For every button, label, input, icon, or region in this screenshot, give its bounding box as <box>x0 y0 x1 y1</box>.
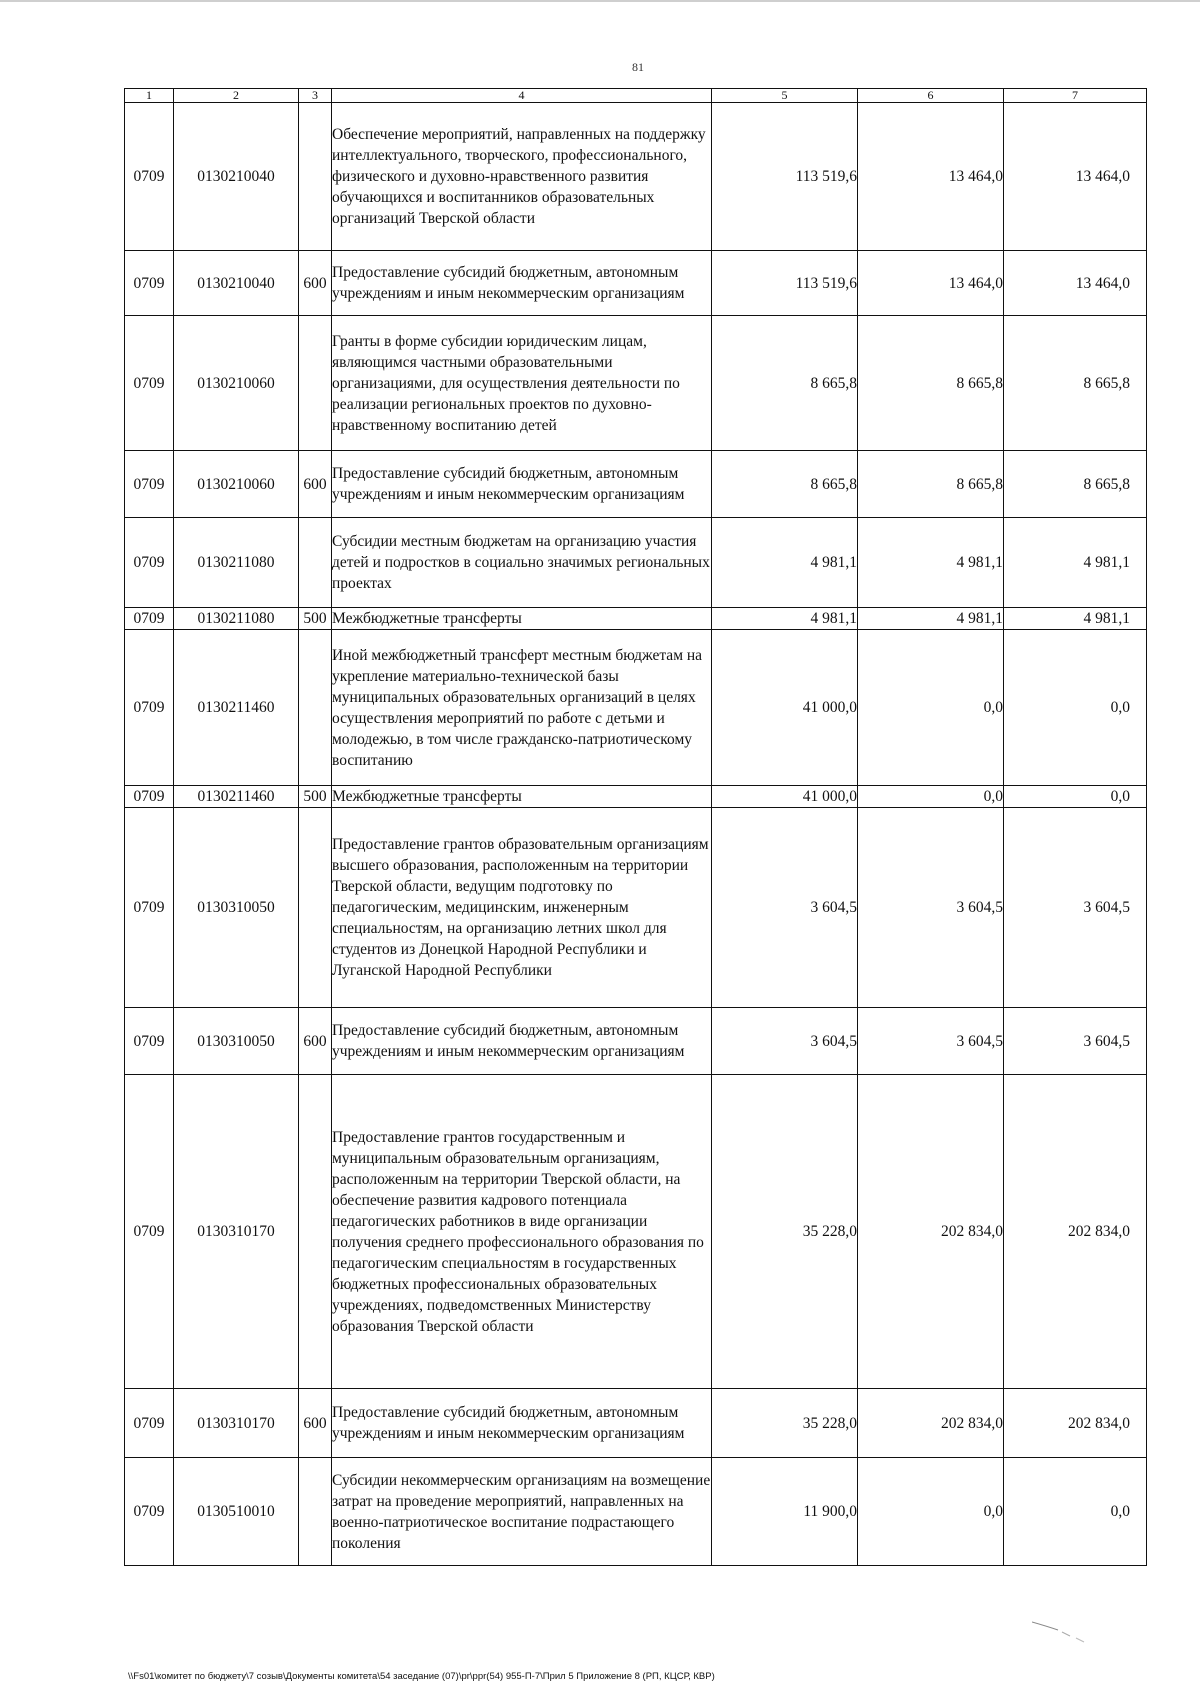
table-row <box>125 316 1147 451</box>
amount-col6-cell: 0,0 <box>858 786 1004 808</box>
description-cell: Предоставление грантов государственным и муниципальным образовательным организациям, расположенным на территории Тверской области, на обеспечение развития кадрового потенциала педагогических работников в виде организации получения среднего профессионального образования по педагогическим специальностям в государственных бюджетных профессиональных образовательных учреждениях, подведомственных Министерству образования Тверской области <box>332 1075 712 1389</box>
table-row <box>125 1075 1147 1389</box>
column-header-7: 7 <box>1004 89 1147 103</box>
column-header-1: 1 <box>125 89 174 103</box>
table-row <box>125 251 1147 316</box>
amount-col7-cell: 0,0 <box>1004 786 1147 808</box>
description-cell: Предоставление субсидий бюджетным, автономным учреждениям и иным некоммерческим организациям <box>332 451 712 518</box>
amount-col7-cell: 8 665,8 <box>1004 316 1147 451</box>
amount-col6-cell: 202 834,0 <box>858 1075 1004 1389</box>
amount-col7-cell: 0,0 <box>1004 630 1147 786</box>
amount-col6-cell: 0,0 <box>858 1458 1004 1566</box>
target-code-cell: 0130211080 <box>174 518 299 608</box>
table-header-row <box>125 89 1147 103</box>
section-cell: 0709 <box>125 608 174 630</box>
target-code-cell: 0130310050 <box>174 808 299 1008</box>
section-cell: 0709 <box>125 451 174 518</box>
section-cell: 0709 <box>125 808 174 1008</box>
expense-type-cell <box>299 1458 332 1566</box>
target-code-cell: 0130310050 <box>174 1008 299 1075</box>
expense-type-cell: 600 <box>299 1389 332 1458</box>
column-header-6: 6 <box>858 89 1004 103</box>
table-row <box>125 518 1147 608</box>
amount-col5-cell: 3 604,5 <box>712 808 858 1008</box>
amount-col7-cell: 202 834,0 <box>1004 1075 1147 1389</box>
description-cell: Иной межбюджетный трансферт местным бюджетам на укрепление материально-технической базы муниципальных образовательных организаций в целях осуществления мероприятий по работе с детьми и молодежью, в том числе гражданско-патриотическому воспитанию <box>332 630 712 786</box>
amount-col7-cell: 3 604,5 <box>1004 1008 1147 1075</box>
amount-col5-cell: 8 665,8 <box>712 451 858 518</box>
section-cell: 0709 <box>125 1389 174 1458</box>
page-number: 81 <box>632 60 644 74</box>
amount-col5-cell: 113 519,6 <box>712 103 858 251</box>
table-row <box>125 1008 1147 1075</box>
amount-col7-cell: 202 834,0 <box>1004 1389 1147 1458</box>
target-code-cell: 0130310170 <box>174 1075 299 1389</box>
table-row <box>125 786 1147 808</box>
target-code-cell: 0130310170 <box>174 1389 299 1458</box>
section-cell: 0709 <box>125 1458 174 1566</box>
description-cell: Субсидии местным бюджетам на организацию участия детей и подростков в социально значимых региональных проектах <box>332 518 712 608</box>
target-code-cell: 0130210040 <box>174 103 299 251</box>
budget-table <box>124 88 1147 1566</box>
table-row <box>125 608 1147 630</box>
amount-col5-cell: 8 665,8 <box>712 316 858 451</box>
target-code-cell: 0130510010 <box>174 1458 299 1566</box>
amount-col5-cell: 4 981,1 <box>712 518 858 608</box>
expense-type-cell: 500 <box>299 608 332 630</box>
amount-col6-cell: 3 604,5 <box>858 808 1004 1008</box>
amount-col5-cell: 35 228,0 <box>712 1075 858 1389</box>
amount-col6-cell: 13 464,0 <box>858 251 1004 316</box>
expense-type-cell <box>299 518 332 608</box>
amount-col5-cell: 4 981,1 <box>712 608 858 630</box>
amount-col6-cell: 8 665,8 <box>858 451 1004 518</box>
description-cell: Обеспечение мероприятий, направленных на поддержку интеллектуального, творческого, профессионального, физического и духовно-нравственного развития обучающихся и воспитанников образовательных организаций Тверской области <box>332 103 712 251</box>
description-cell: Гранты в форме субсидии юридическим лицам, являющимся частными образовательными организациями, для осуществления деятельности по реализации региональных проектов по духовно-нравственному воспитанию детей <box>332 316 712 451</box>
table-row <box>125 103 1147 251</box>
amount-col7-cell: 0,0 <box>1004 1458 1147 1566</box>
column-header-2: 2 <box>174 89 299 103</box>
expense-type-cell: 600 <box>299 451 332 518</box>
section-cell: 0709 <box>125 316 174 451</box>
table-row <box>125 1458 1147 1566</box>
expense-type-cell: 600 <box>299 251 332 316</box>
table-row <box>125 808 1147 1008</box>
section-cell: 0709 <box>125 251 174 316</box>
target-code-cell: 0130210040 <box>174 251 299 316</box>
column-header-5: 5 <box>712 89 858 103</box>
table-row <box>125 451 1147 518</box>
section-cell: 0709 <box>125 1008 174 1075</box>
description-cell: Предоставление субсидий бюджетным, автономным учреждениям и иным некоммерческим организациям <box>332 251 712 316</box>
expense-type-cell: 500 <box>299 786 332 808</box>
amount-col5-cell: 35 228,0 <box>712 1389 858 1458</box>
description-cell: Предоставление субсидий бюджетным, автономным учреждениям и иным некоммерческим организациям <box>332 1389 712 1458</box>
description-cell: Предоставление субсидий бюджетным, автономным учреждениям и иным некоммерческим организациям <box>332 1008 712 1075</box>
expense-type-cell <box>299 1075 332 1389</box>
amount-col7-cell: 13 464,0 <box>1004 251 1147 316</box>
amount-col6-cell: 3 604,5 <box>858 1008 1004 1075</box>
amount-col5-cell: 113 519,6 <box>712 251 858 316</box>
amount-col7-cell: 13 464,0 <box>1004 103 1147 251</box>
section-cell: 0709 <box>125 518 174 608</box>
section-cell: 0709 <box>125 630 174 786</box>
section-cell: 0709 <box>125 1075 174 1389</box>
amount-col7-cell: 8 665,8 <box>1004 451 1147 518</box>
amount-col5-cell: 41 000,0 <box>712 786 858 808</box>
amount-col6-cell: 13 464,0 <box>858 103 1004 251</box>
amount-col5-cell: 41 000,0 <box>712 630 858 786</box>
footer-file-path: \\Fs01\комитет по бюджету\7 созыв\Документы комитета\54 заседание (07)\pr\ppr(54) 955-П-7\Прил 5 Приложение 8 (РП, КЦСР, КВР) <box>128 1671 715 1682</box>
amount-col6-cell: 8 665,8 <box>858 316 1004 451</box>
amount-col6-cell: 4 981,1 <box>858 608 1004 630</box>
description-cell: Субсидии некоммерческим организациям на возмещение затрат на проведение мероприятий, направленных на военно-патриотическое воспитание подрастающего поколения <box>332 1458 712 1566</box>
scan-top-edge <box>0 0 1200 2</box>
description-cell: Межбюджетные трансферты <box>332 608 712 630</box>
amount-col7-cell: 4 981,1 <box>1004 518 1147 608</box>
expense-type-cell <box>299 630 332 786</box>
amount-col6-cell: 0,0 <box>858 630 1004 786</box>
column-header-4: 4 <box>332 89 712 103</box>
section-cell: 0709 <box>125 786 174 808</box>
expense-type-cell <box>299 808 332 1008</box>
description-cell: Межбюджетные трансферты <box>332 786 712 808</box>
table-row <box>125 1389 1147 1458</box>
expense-type-cell <box>299 316 332 451</box>
target-code-cell: 0130211080 <box>174 608 299 630</box>
amount-col7-cell: 3 604,5 <box>1004 808 1147 1008</box>
target-code-cell: 0130211460 <box>174 630 299 786</box>
target-code-cell: 0130211460 <box>174 786 299 808</box>
column-header-3: 3 <box>299 89 332 103</box>
description-cell: Предоставление грантов образовательным организациям высшего образования, расположенным на территории Тверской области, ведущим подготовку по педагогическим, медицинским, инженерным специальностям, на организацию летних школ для студентов из Донецкой Народной Республики и Луганской Народной Республики <box>332 808 712 1008</box>
amount-col5-cell: 11 900,0 <box>712 1458 858 1566</box>
amount-col7-cell: 4 981,1 <box>1004 608 1147 630</box>
amount-col5-cell: 3 604,5 <box>712 1008 858 1075</box>
amount-col6-cell: 202 834,0 <box>858 1389 1004 1458</box>
expense-type-cell: 600 <box>299 1008 332 1075</box>
expense-type-cell <box>299 103 332 251</box>
table-row <box>125 630 1147 786</box>
target-code-cell: 0130210060 <box>174 451 299 518</box>
amount-col6-cell: 4 981,1 <box>858 518 1004 608</box>
target-code-cell: 0130210060 <box>174 316 299 451</box>
scan-artifact-mark <box>1032 1618 1092 1648</box>
section-cell: 0709 <box>125 103 174 251</box>
